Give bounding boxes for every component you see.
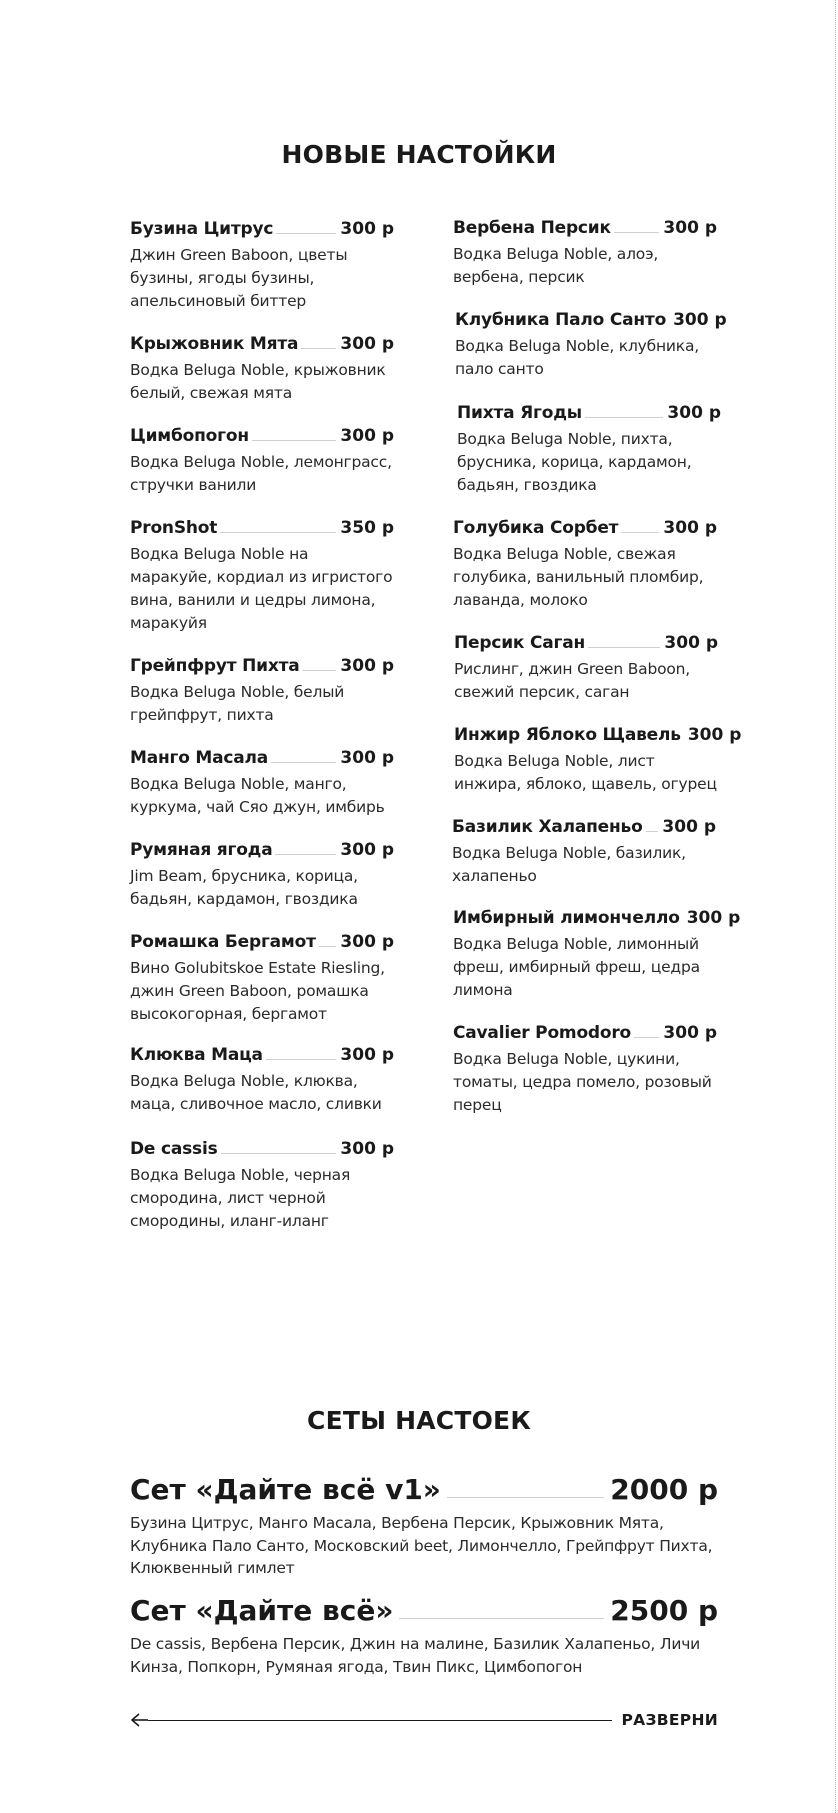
item-description: Водка Beluga Noble, пихта, брусника, корица, кардамон, бадьян, гвоздика xyxy=(457,430,692,494)
item-description: Водка Beluga Noble, лемонграсс, стручки ванили xyxy=(130,453,392,494)
item-description: Вино Golubitskoe Estate Riesling, джин Green Baboon, ромашка высокогорная, бергамот xyxy=(130,959,385,1023)
item-name: Голубика Сорбет xyxy=(453,518,619,538)
item-description: Водка Beluga Noble, цукини, томаты, цедра помело, розовый перец xyxy=(453,1050,712,1114)
item-description: Водка Beluga Noble, базилик, халапеньо xyxy=(452,844,686,885)
item-name: Ромашка Бергамот xyxy=(130,932,316,952)
menu-item xyxy=(130,652,394,727)
menu-item xyxy=(130,1135,394,1233)
dotted-leader xyxy=(252,440,337,441)
item-name: Бузина Цитрус xyxy=(130,219,274,239)
item-description: Водка Beluga Noble, алоэ, вербена, персик xyxy=(453,245,659,286)
set-item xyxy=(130,1466,718,1580)
set-name: Сет «Дайте всё» xyxy=(130,1594,394,1627)
menu-item xyxy=(454,721,742,796)
dotted-leader xyxy=(276,233,336,234)
dotted-leader xyxy=(614,232,660,233)
item-price: 300 р xyxy=(667,403,721,423)
menu-item xyxy=(455,306,727,381)
dotted-leader xyxy=(275,854,336,855)
item-price: 300 р xyxy=(663,1023,717,1043)
item-name: De cassis xyxy=(130,1139,218,1159)
dotted-leader xyxy=(399,1618,604,1619)
menu-item xyxy=(130,330,394,405)
item-description: Водка Beluga Noble, лист инжира, яблоко, щавель, огурец xyxy=(454,752,717,793)
dotted-leader xyxy=(646,831,659,832)
item-name: Инжир Яблоко Щавель xyxy=(454,725,681,745)
item-price: 300 р xyxy=(340,748,394,768)
dotted-leader xyxy=(634,1037,659,1038)
dotted-leader xyxy=(621,532,659,533)
arrow-left-icon xyxy=(130,1711,148,1729)
menu-item xyxy=(130,1041,394,1116)
item-price: 300 р xyxy=(340,1139,394,1159)
item-name: Румяная ягода xyxy=(130,840,273,860)
item-description: Jim Beam, брусника, корица, бадьян, кардамон, гвоздика xyxy=(130,867,358,908)
menu-item xyxy=(454,629,718,704)
item-description: Водка Beluga Noble, клюква, маца, сливочное масло, сливки xyxy=(130,1072,382,1113)
menu-item xyxy=(130,928,394,1026)
set-description: De cassis, Вербена Персик, Джин на малине, Базилик Халапеньо, Личи Кинза, Попкорн, Румяная ягода, Твин Пикс, Цимбопогон xyxy=(130,1635,701,1676)
menu-item xyxy=(453,1019,717,1117)
item-name: Грейпфрут Пихта xyxy=(130,656,300,676)
dotted-leader xyxy=(588,647,660,648)
item-description: Рислинг, джин Green Baboon, свежий персик, саган xyxy=(454,660,691,701)
expand-label: РАЗВЕРНИ xyxy=(621,1711,718,1729)
dotted-leader xyxy=(303,670,337,671)
dotted-leader xyxy=(266,1059,337,1060)
set-name: Сет «Дайте всё v1» xyxy=(130,1473,441,1506)
item-price: 300 р xyxy=(340,1045,394,1065)
dotted-leader xyxy=(220,532,336,533)
item-name: Пихта Ягоды xyxy=(457,403,582,423)
item-name: Крыжовник Мята xyxy=(130,334,299,354)
item-name: Вербена Персик xyxy=(453,218,611,238)
menu-item xyxy=(453,904,741,1002)
dotted-leader xyxy=(319,946,337,947)
item-price: 300 р xyxy=(663,218,717,238)
item-name: Клубника Пало Санто xyxy=(455,310,667,330)
item-name: Имбирный лимончелло xyxy=(453,908,680,928)
item-name: Cavalier Pomodoro xyxy=(453,1023,632,1043)
dotted-leader xyxy=(447,1497,604,1498)
menu-item xyxy=(130,422,394,497)
expand-button[interactable] xyxy=(130,1709,718,1731)
set-price: 2500 р xyxy=(610,1594,718,1627)
item-description: Водка Beluga Noble, крыжовник белый, свежая мята xyxy=(130,361,386,402)
item-price: 300 р xyxy=(340,334,394,354)
set-price: 2000 р xyxy=(610,1473,718,1506)
item-description: Водка Beluga Noble, белый грейпфрут, пихта xyxy=(130,683,345,724)
item-description: Водка Beluga Noble, манго, куркума, чай Сяо джун, имбирь xyxy=(130,775,385,816)
item-name: Базилик Халапеньо xyxy=(452,817,643,837)
item-name: Цимбопогон xyxy=(130,426,249,446)
item-price: 300 р xyxy=(673,310,727,330)
set-description: Бузина Цитрус, Манго Масала, Вербена Персик, Крыжовник Мята, Клубника Пало Санто, Московский beet, Лимончелло, Грейпфрут Пихта, Клюквенный гимлет xyxy=(130,1514,713,1577)
dotted-leader xyxy=(585,417,664,418)
item-name: Клюква Маца xyxy=(130,1045,263,1065)
item-name: Персик Саган xyxy=(454,633,586,653)
item-price: 300 р xyxy=(340,932,394,952)
section-title-infusions: НОВЫЕ НАСТОЙКИ xyxy=(281,140,557,169)
item-name: Манго Масала xyxy=(130,748,269,768)
page-edge-divider xyxy=(835,0,836,1813)
menu-item xyxy=(452,813,716,888)
item-description: Водка Beluga Noble на маракуйе, кордиал из игристого вина, ванили и цедры лимона, маракуйя xyxy=(130,545,393,632)
arrow-line xyxy=(148,1720,612,1721)
item-price: 300 р xyxy=(662,817,716,837)
menu-item xyxy=(130,836,394,911)
item-price: 300 р xyxy=(340,219,394,239)
item-price: 300 р xyxy=(340,840,394,860)
menu-item xyxy=(453,514,717,612)
item-description: Водка Beluga Noble, клубника, пало санто xyxy=(455,337,699,378)
item-description: Водка Beluga Noble, черная смородина, лист черной смородины, иланг-иланг xyxy=(130,1166,351,1230)
section-title-sets: СЕТЫ НАСТОЕК xyxy=(307,1406,531,1435)
set-item xyxy=(130,1587,718,1678)
item-name: PronShot xyxy=(130,518,218,538)
item-description: Джин Green Baboon, цветы бузины, ягоды бузины, апельсиновый биттер xyxy=(130,246,348,310)
item-price: 300 р xyxy=(663,518,717,538)
menu-item xyxy=(130,744,394,819)
item-price: 350 р xyxy=(340,518,394,538)
item-price: 300 р xyxy=(687,725,742,745)
menu-item xyxy=(130,215,394,313)
item-description: Водка Beluga Noble, свежая голубика, ванильный пломбир, лаванда, молоко xyxy=(453,545,704,609)
dotted-leader xyxy=(221,1153,337,1154)
menu-item xyxy=(457,399,721,497)
item-price: 300 р xyxy=(664,633,718,653)
item-description: Водка Beluga Noble, лимонный фреш, имбирный фреш, цедра лимона xyxy=(453,935,700,999)
item-price: 300 р xyxy=(686,908,741,928)
menu-item xyxy=(130,514,394,635)
item-price: 300 р xyxy=(340,426,394,446)
dotted-leader xyxy=(271,762,336,763)
dotted-leader xyxy=(301,348,336,349)
item-price: 300 р xyxy=(340,656,394,676)
menu-item xyxy=(453,214,717,289)
